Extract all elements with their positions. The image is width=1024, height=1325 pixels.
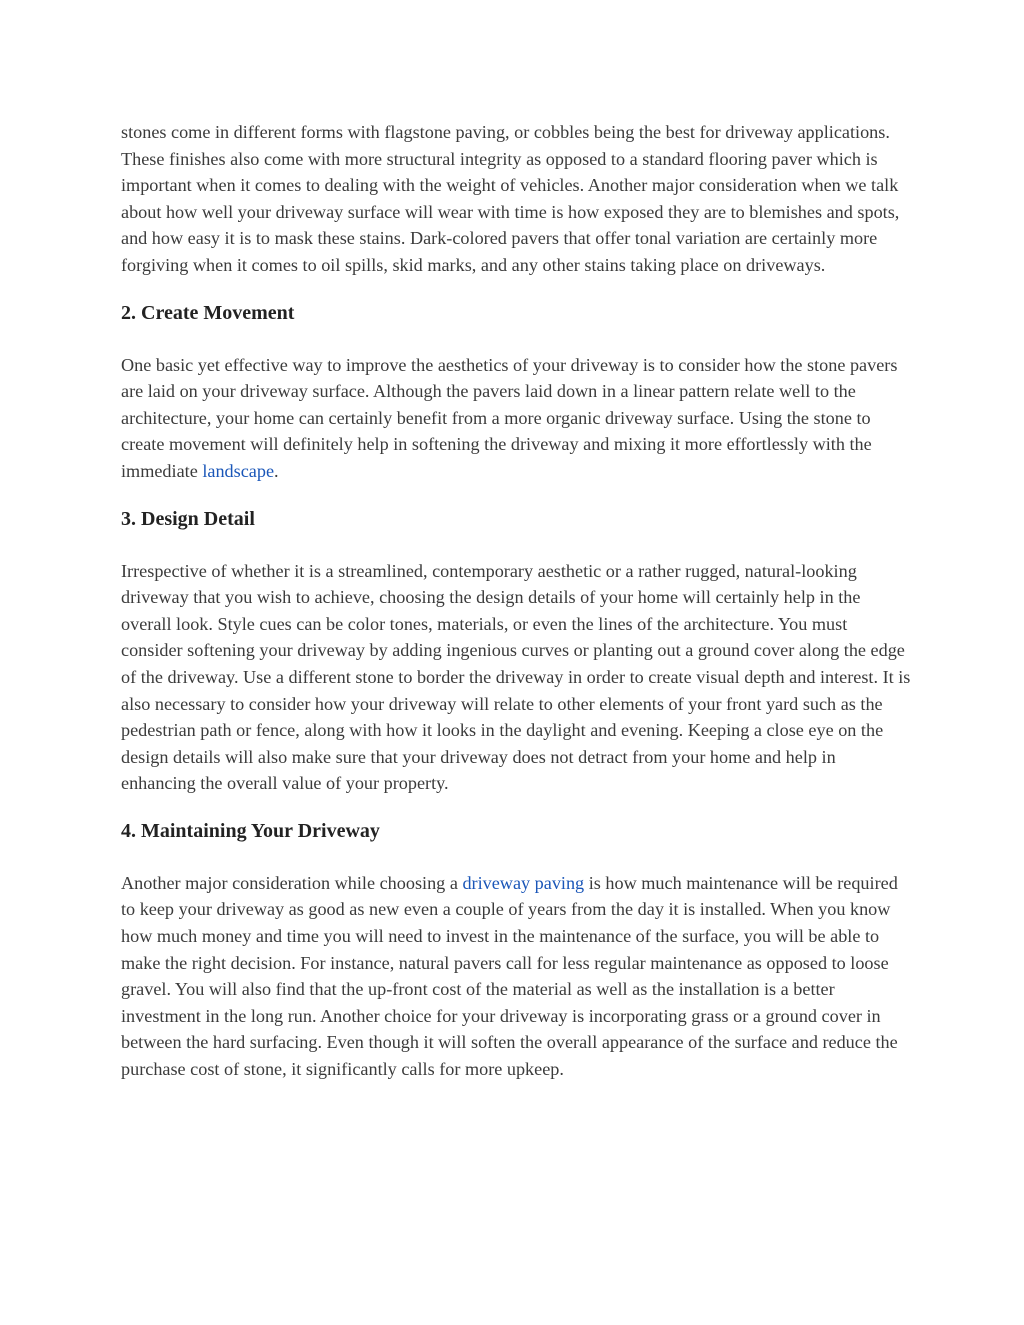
create-movement-text-end: . <box>274 460 279 481</box>
intro-paragraph: stones come in different forms with flagstone paving, or cobbles being the best for driveway applications. These finishes also come with more structural integrity as opposed to a standard flooring paver which is important when it comes to dealing with the weight of vehicles. Another major consideration when we talk about how well your driveway surface will wear with time is how exposed they are to blemishes and spots, and how easy it is to mask these stains. Dark-colored pavers that offer tonal variation are certainly more forgiving when it comes to oil spills, skid marks, and any other stains taking place on driveways. <box>121 122 900 275</box>
heading-create-movement: 2. Create Movement <box>121 301 295 324</box>
driveway-paving-link[interactable]: driveway paving <box>462 872 585 893</box>
heading-design-detail: 3. Design Detail <box>121 507 255 530</box>
maintaining-driveway-paragraph <box>121 870 911 1083</box>
design-detail-paragraph: Irrespective of whether it is a streamlined, contemporary aesthetic or a rather rugged, natural-looking driveway that you wish to achieve, choosing the design details of your home will certainly help in the overall look. Style cues can be color tones, materials, or even the lines of the architecture. You must consider softening your driveway by adding ingenious curves or planting out a ground cover along the edge of the driveway. Use a different stone to border the driveway in order to create visual depth and interest. It is also necessary to consider how your driveway will relate to other elements of your front yard such as the pedestrian path or fence, along with how it looks in the daylight and evening. Keeping a close eye on the design details will also make sure that your driveway does not detract from your home and help in enhancing the overall value of your property. <box>121 560 911 794</box>
create-movement-text: One basic yet effective way to improve the aesthetics of your driveway is to consider how the stone pavers are laid on your driveway surface. Although the pavers laid down in a linear pattern relate well to the architecture, your home can certainly benefit from a more organic driveway surface. Using the stone to create movement will definitely help in softening the driveway and mixing it more effortlessly with the immediate <box>121 354 898 481</box>
landscape-link[interactable]: landscape <box>202 460 275 481</box>
maintaining-driveway-text-end: is how much maintenance will be required to keep your driveway as good as new even a couple of years from the day it is installed. When you know how much money and time you will need to invest in the maintenance of the surface, you will be able to make the right decision. For instance, natural pavers call for less regular maintenance as opposed to loose gravel. You will also find that the up-front cost of the material as well as the installation is a better investment in the long run. Another choice for your driveway is incorporating grass or a ground cover in between the hard surfacing. Even though it will soften the overall appearance of the surface and reduce the purchase cost of stone, it significantly calls for more upkeep. <box>121 872 898 1080</box>
document-page <box>121 119 911 1083</box>
maintaining-driveway-text: Another major consideration while choosing a <box>121 872 463 893</box>
create-movement-paragraph <box>121 352 911 485</box>
heading-maintaining-driveway: 4. Maintaining Your Driveway <box>121 819 380 842</box>
